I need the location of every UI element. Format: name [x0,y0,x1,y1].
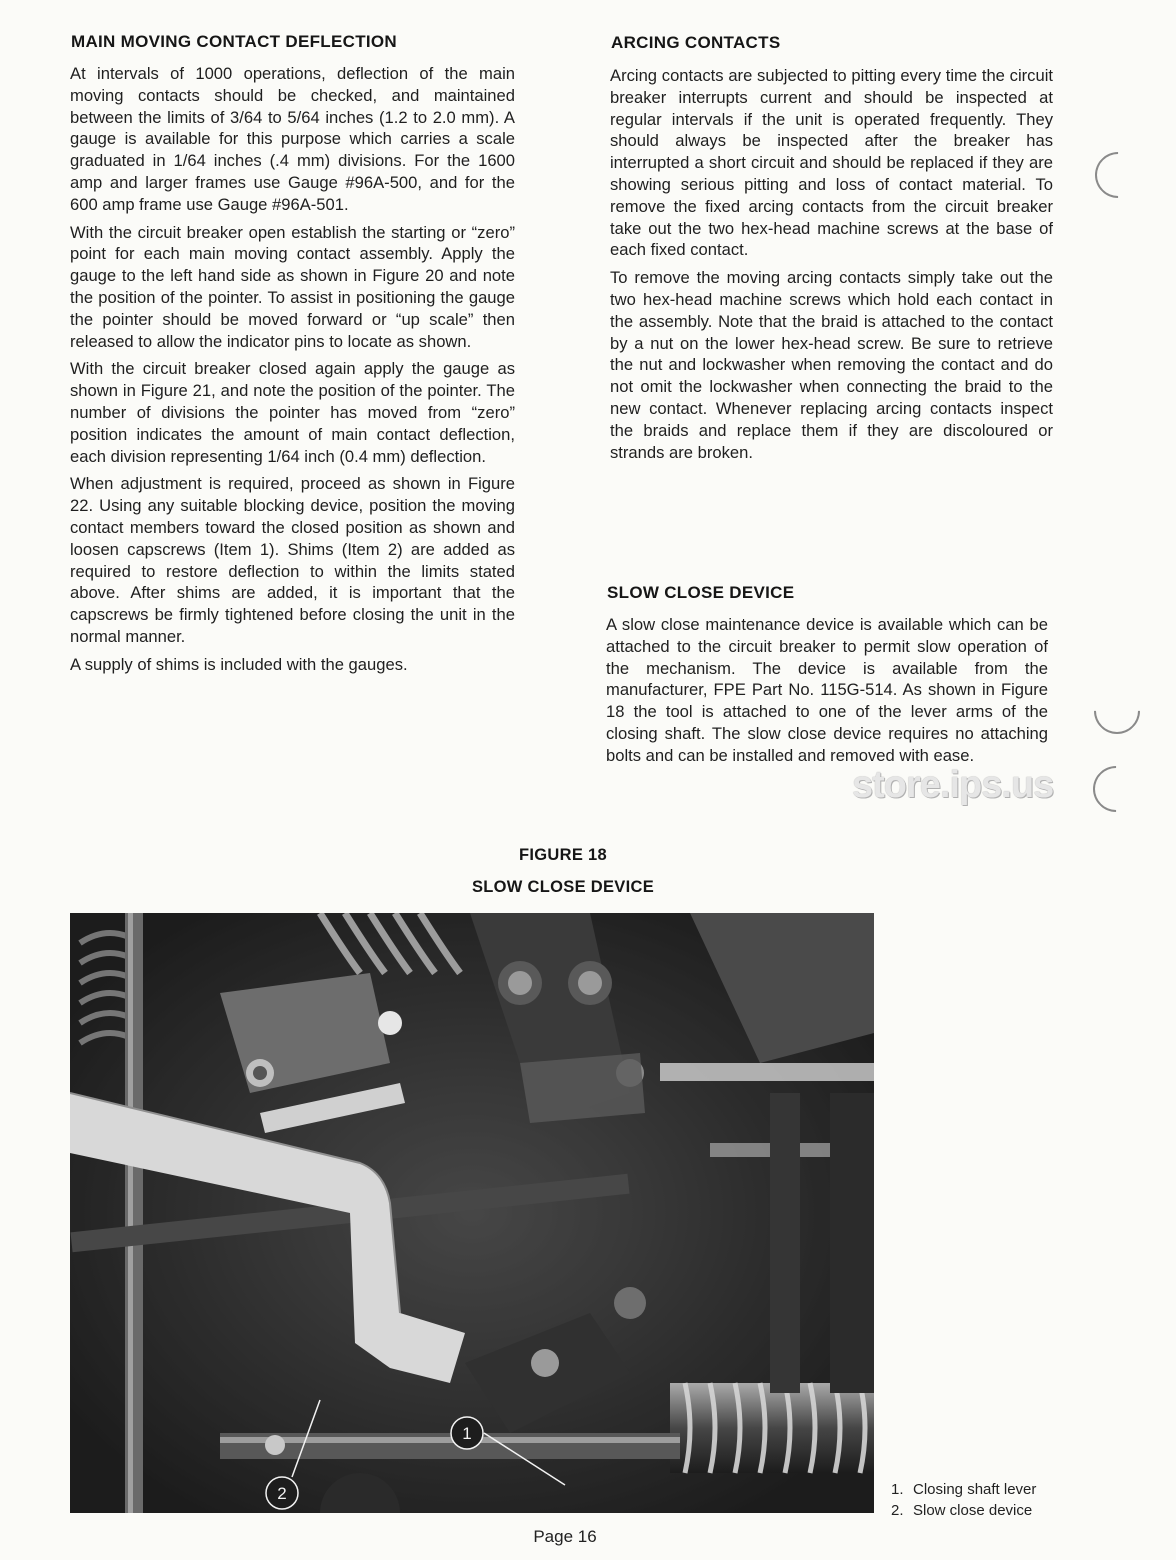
figure-legend [891,1479,1036,1521]
svg-text:1: 1 [462,1424,472,1443]
figure-number: FIGURE 18 [519,846,607,864]
binder-hole-bottom [1084,678,1149,743]
paragraph: When adjustment is required, proceed as shown in Figure 22. Using any suitable blocking device, position the moving contact members toward the closed position as shown and loosen capscrews (Item 1). Shims (Item 2) are added as required to restore deflection to within the limits stated above. After shims are added, it is important that the capscrews be firmly tightened before closing the unit in the normal manner. [70,474,515,646]
paragraph: To remove the moving arcing contacts simply take out the two hex-head machine screws which hold each contact in the assembly. Note that the braid is attached to the contact by a nut on the lower hex-head screw. Be sure to retrieve the nut and lockwasher when removing the contact and do not omit the lockwasher when connecting the braid to the new contact. Whenever replacing arcing contacts inspect the braids and replace them if they are discoloured or strands are broken. [610,268,1053,462]
paragraph: Arcing contacts are subjected to pitting every time the circuit breaker interrupts current and should be inspected at regular intervals if the unit is operated frequently. They should always be inspected after the breaker has interrupted a short circuit and should be replaced if they are showing serious pitting and loss of contact material. To remove the fixed arcing contacts from the circuit breaker take out the two hex-head machine screws at the base of each fixed contact. [610,66,1053,260]
figure-photo [70,913,874,1513]
paragraph: At intervals of 1000 operations, deflection of the main moving contacts should be checked, and maintained between the limits of 3/64 to 5/64 inches (1.2 to 2.0 mm). A gauge is available for this purpose which carries a scale graduated in 1/64 inches (.4 mm) divisions. For the 1600 amp and larger frames use Gauge #96A-500, and for the 600 amp frame use Gauge #96A-501. [70,64,515,214]
paragraph: A supply of shims is included with the gauges. [70,654,408,674]
arcing-contacts-text [610,65,1053,469]
slow-close-text [606,614,1048,773]
mechanism-photo-illustration [70,913,874,1513]
page-number: Page 16 [533,1527,597,1546]
callout-1 [451,1417,483,1449]
paragraph: A slow close maintenance device is available which can be attached to the circuit breaker to permit slow operation of the mechanism. The device is available from the manufacturer, FPE Part No. 115G-514. As shown in Figure 18 the tool is attached to one of the lever arms of the closing shaft. The slow close device requires no attaching bolts and can be installed and removed with ease. [606,615,1048,765]
left-column-text [70,63,515,682]
paragraph: With the circuit breaker closed again apply the gauge as shown in Figure 21, and note the position of the pointer. The number of divisions the pointer has moved from “zero” position indicates the amount of main contact deflection, each division representing 1/64 inch (0.4 mm) deflection. [70,359,515,466]
callout-2 [266,1477,298,1509]
section-heading-arcing-contacts: ARCING CONTACTS [611,33,781,52]
binder-hole-top [1085,142,1150,207]
legend-item: 2. Slow close device [891,1502,1033,1519]
store-watermark: store.ips.us [852,764,1054,806]
svg-text:2: 2 [277,1484,287,1503]
legend-item: 1. Closing shaft lever [891,1481,1037,1498]
section-heading-main-moving-contact: MAIN MOVING CONTACT DEFLECTION [71,32,397,51]
figure-title: SLOW CLOSE DEVICE [471,878,655,896]
binder-hole-middle [1083,756,1148,821]
section-heading-slow-close-device: SLOW CLOSE DEVICE [607,583,795,602]
paragraph: With the circuit breaker open establish the starting or “zero” point for each main moving contact assembly. Apply the gauge to the left hand side as shown in Figure 20 and note the position of the pointer. To assist in positioning the gauge the pointer should be moved forward or “up scale” then released to allow the indicator pins to locate as shown. [70,222,515,351]
